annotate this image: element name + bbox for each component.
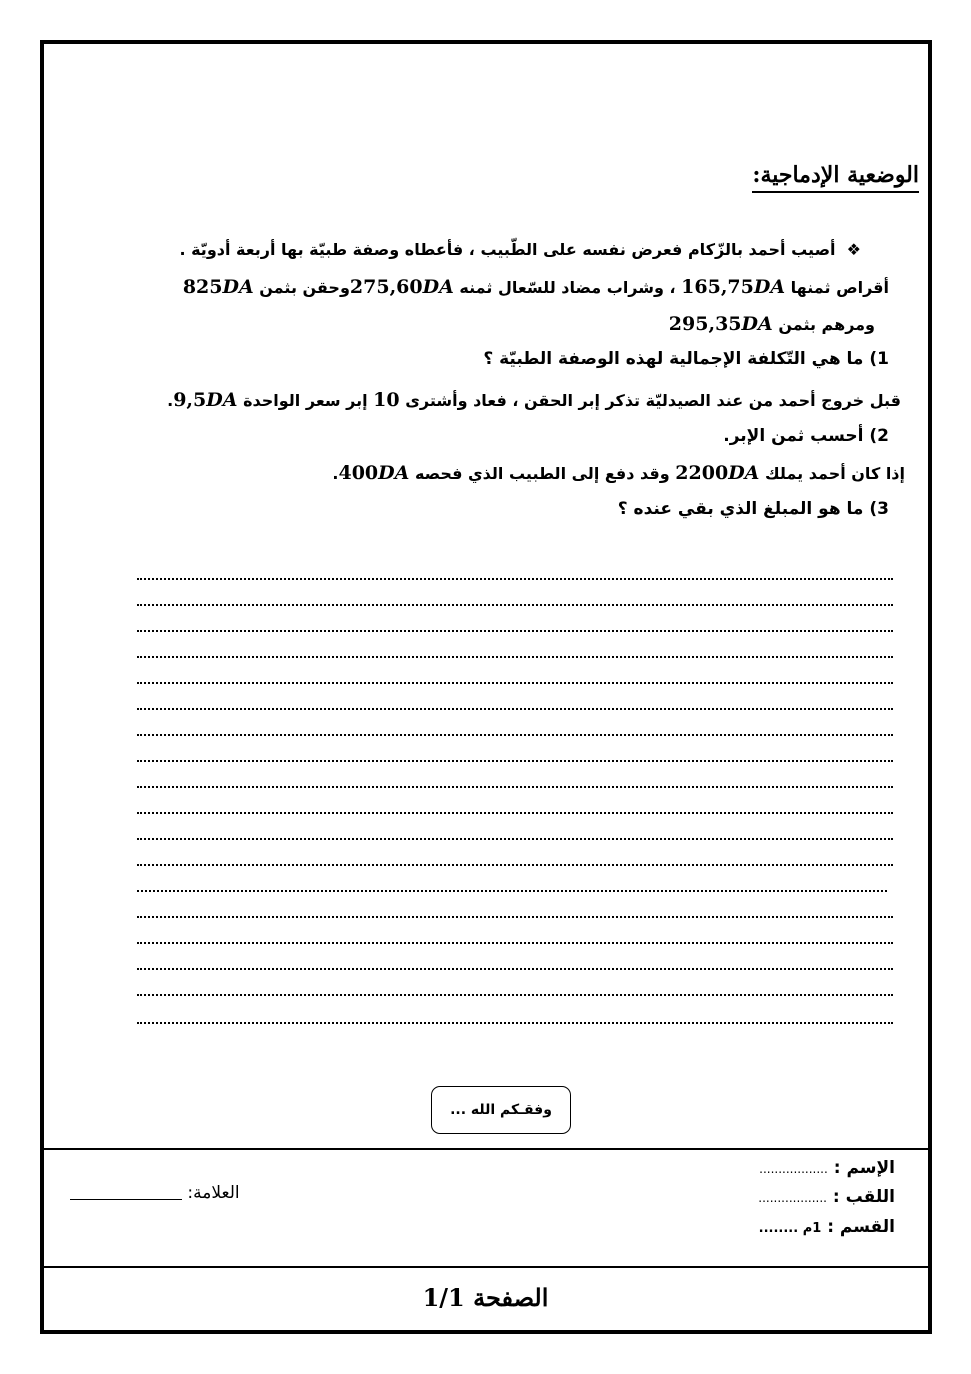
answer-line[interactable] bbox=[137, 942, 893, 946]
tablets-label: أقراص ثمنها bbox=[790, 278, 889, 297]
answer-line[interactable] bbox=[137, 604, 893, 608]
question-3 bbox=[618, 499, 889, 519]
bullet-icon: ❖ bbox=[846, 240, 861, 259]
class-value[interactable]: 1م ........ bbox=[758, 1221, 822, 1236]
class-label: القسم : bbox=[827, 1217, 895, 1237]
problem-line-5: قبل خروج أحمد من عند الصيدليّة تذكر إبر الحقن ، فعاد وأشترى 10 إبر سعر الواحدة 9,5DA. bbox=[167, 389, 901, 411]
needles-text: قبل خروج أحمد من عند الصيدليّة تذكر إبر الحقن ، فعاد وأشترى bbox=[405, 391, 901, 410]
class-field[interactable] bbox=[759, 1217, 895, 1237]
answer-line[interactable] bbox=[137, 760, 893, 764]
question-2-number: 2) bbox=[869, 426, 889, 446]
problem-line-1 bbox=[179, 240, 861, 259]
section-title: الوضعية الإدماجية: bbox=[752, 162, 919, 193]
price-needle: 9,5DA bbox=[173, 389, 238, 411]
grade-blank[interactable] bbox=[70, 1199, 182, 1200]
price-injections: 825DA bbox=[182, 276, 254, 298]
answer-line[interactable] bbox=[137, 812, 893, 816]
answer-line[interactable] bbox=[137, 630, 893, 634]
question-1 bbox=[483, 349, 889, 369]
answer-line[interactable] bbox=[137, 708, 893, 712]
budget-amount: 2200DA bbox=[675, 462, 760, 484]
problem-line-7: إذا كان أحمد يملك 2200DA وقد دفع إلى الطبيب الذي فحصه 400DA. bbox=[332, 462, 905, 484]
surname-field[interactable] bbox=[758, 1187, 895, 1207]
answer-line[interactable] bbox=[137, 838, 893, 842]
answer-line[interactable] bbox=[137, 890, 887, 894]
surname-label: اللقب : bbox=[832, 1187, 895, 1207]
grade-field[interactable] bbox=[70, 1183, 240, 1203]
good-luck-text: وفقـكم الله ... bbox=[450, 1102, 552, 1118]
name-label: الإسم : bbox=[833, 1158, 895, 1178]
grade-label: العلامة: bbox=[187, 1183, 240, 1203]
answer-line[interactable] bbox=[137, 656, 893, 660]
price-tablets: 165,75DA bbox=[681, 276, 786, 298]
problem-line-2 bbox=[183, 276, 889, 298]
question-1-number: 1) bbox=[869, 349, 889, 369]
answer-line[interactable] bbox=[137, 916, 893, 920]
needle-count: 10 bbox=[373, 389, 400, 411]
answer-line[interactable] bbox=[137, 968, 893, 972]
page-label: الصفحة bbox=[473, 1283, 549, 1312]
problem-line-3 bbox=[669, 313, 875, 335]
question-2 bbox=[723, 426, 889, 446]
budget-label: إذا كان أحمد يملك bbox=[764, 464, 905, 483]
question-3-text: ما هو المبلغ الذي بقي عنده ؟ bbox=[617, 499, 864, 519]
name-field[interactable] bbox=[759, 1158, 895, 1178]
ointment-label: ومرهم بثمن bbox=[778, 315, 875, 334]
footer-divider-top bbox=[43, 1148, 929, 1150]
question-3-number: 3) bbox=[869, 499, 889, 519]
injections-label: وحقن بثمن bbox=[259, 278, 350, 297]
answer-line[interactable] bbox=[137, 1022, 893, 1026]
answer-line[interactable] bbox=[137, 994, 893, 998]
problem-intro: أصيب أحمد بالزّكام فعرض نفسه على الطّبيب ، فأعطاه وصفة طبيّة بها أربعة أدويّة . bbox=[179, 240, 836, 259]
page-value: 1/1 bbox=[422, 1283, 465, 1312]
page-number bbox=[0, 1283, 971, 1312]
doctor-fee-label: وقد دفع إلى الطبيب الذي فحصه bbox=[414, 464, 670, 483]
surname-value[interactable]: .................. bbox=[758, 1191, 827, 1205]
needle-price-label: إبر سعر الواحدة bbox=[243, 391, 368, 410]
answer-line[interactable] bbox=[137, 734, 893, 738]
page-border bbox=[40, 40, 932, 1334]
price-syrup: 275,60DA bbox=[349, 276, 454, 298]
question-1-text: ما هي التّكلفة الإجمالية لهذه الوصفة الطبيّة ؟ bbox=[483, 349, 864, 369]
price-ointment: 295,35DA bbox=[668, 313, 773, 335]
answer-line[interactable] bbox=[137, 864, 893, 868]
answer-line[interactable] bbox=[137, 786, 893, 790]
answer-line[interactable] bbox=[137, 682, 893, 686]
name-value[interactable]: .................. bbox=[759, 1162, 828, 1176]
answer-line[interactable] bbox=[137, 578, 893, 582]
question-2-text: أحسب ثمن الإبر. bbox=[723, 426, 864, 446]
syrup-label: ، وشراب مضاد للسّعال ثمنه bbox=[459, 278, 676, 297]
good-luck-box bbox=[431, 1086, 571, 1134]
footer-divider-bottom bbox=[43, 1266, 929, 1268]
doctor-fee: 400DA bbox=[338, 462, 410, 484]
